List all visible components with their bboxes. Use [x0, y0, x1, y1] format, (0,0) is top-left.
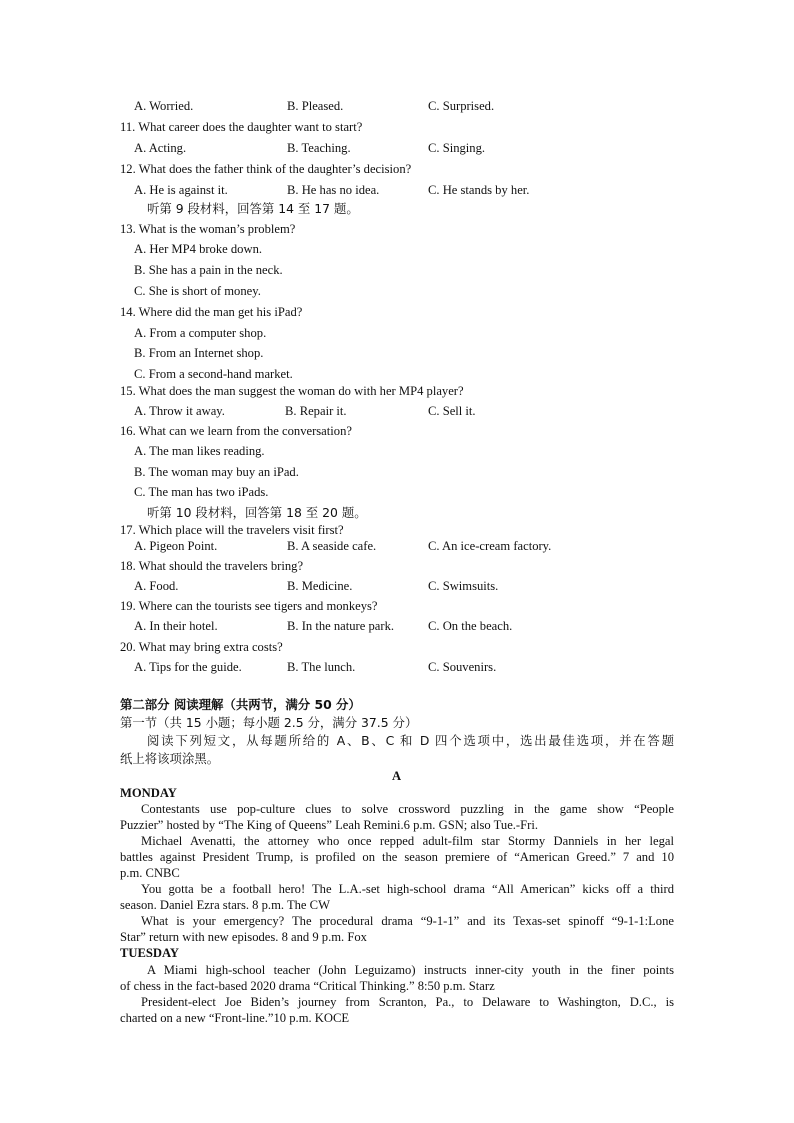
q20-option-a: A. Tips for the guide. [134, 660, 242, 674]
monday-p3-line1: You gotta be a football hero! The L.A.-set high-school drama “All American” kicks off a third [141, 882, 674, 896]
tuesday-p2-line1: President-elect Joe Biden’s journey from Scranton, Pa., to Delaware to Washington, D.C., is [141, 995, 674, 1009]
q10-option-a: A. Worried. [134, 99, 194, 113]
q16-option-c: C. The man has two iPads. [134, 485, 269, 499]
q11-option-c: C. Singing. [428, 141, 486, 155]
monday-p1-line2: Puzzier” hosted by “The King of Queens” Leah Remini.6 p.m. GSN; also Tue.-Fri. [120, 818, 538, 832]
reading-instruction-line1: 阅读下列短文，从每题所给的 A、B、C 和 D 四个选项中，选出最佳选项，并在答题 [147, 733, 674, 748]
q10-option-c: C. Surprised. [428, 99, 495, 113]
q14-option-a: A. From a computer shop. [134, 326, 267, 340]
q11-question: 11. What career does the daughter want to start? [120, 120, 363, 134]
q20-question: 20. What may bring extra costs? [120, 640, 283, 654]
q18-question: 18. What should the travelers bring? [120, 559, 304, 573]
tuesday-heading: TUESDAY [120, 946, 180, 960]
q16-question: 16. What can we learn from the conversation? [120, 424, 352, 438]
q19-option-b: B. In the nature park. [287, 619, 395, 633]
q18-option-c: C. Swimsuits. [428, 579, 499, 593]
q20-option-b: B. The lunch. [287, 660, 356, 674]
passage-letter: A [392, 769, 402, 783]
q16-option-b: B. The woman may buy an iPad. [134, 465, 299, 479]
monday-heading: MONDAY [120, 786, 177, 800]
section-10-instruction: 听第 10 段材料，回答第 18 至 20 题。 [147, 505, 367, 520]
q16-option-a: A. The man likes reading. [134, 444, 265, 458]
tuesday-p1-line2: of chess in the fact-based 2020 drama “Critical Thinking.” 8:50 p.m. Starz [120, 979, 495, 993]
q14-option-b: B. From an Internet shop. [134, 346, 264, 360]
q15-option-c: C. Sell it. [428, 404, 476, 418]
q12-question: 12. What does the father think of the daughter’s decision? [120, 162, 412, 176]
monday-p3-line2: season. Daniel Ezra stars. 8 p.m. The CW [120, 898, 330, 912]
section-9-instruction: 听第 9 段材料，回答第 14 至 17 题。 [147, 201, 359, 216]
reading-section-title: 第一节（共 15 小题；每小题 2.5 分，满分 37.5 分） [120, 715, 418, 730]
q17-option-b: B. A seaside cafe. [287, 539, 377, 553]
q19-question: 19. Where can the tourists see tigers and monkeys? [120, 599, 378, 613]
tuesday-p1-line1: A Miami high-school teacher (John Leguizamo) instructs inner-city youth in the finer points [147, 963, 674, 977]
monday-p2-line3: p.m. CNBC [120, 866, 180, 880]
q15-option-a: A. Throw it away. [134, 404, 225, 418]
q13-question: 13. What is the woman’s problem? [120, 222, 296, 236]
q18-option-a: A. Food. [134, 579, 179, 593]
tuesday-p2-line2: charted on a new “Front-line.”10 p.m. KOCE [120, 1011, 350, 1025]
q12-option-c: C. He stands by her. [428, 183, 530, 197]
q14-question: 14. Where did the man get his iPad? [120, 305, 303, 319]
q12-option-a: A. He is against it. [134, 183, 228, 197]
q15-question: 15. What does the man suggest the woman do with her MP4 player? [120, 384, 464, 398]
q10-option-b: B. Pleased. [287, 99, 344, 113]
monday-p2-line1: Michael Avenatti, the attorney who once repped adult-film star Stormy Danniels in her legal [141, 834, 674, 848]
reading-instruction-line2: 纸上将该项涂黑。 [120, 751, 220, 766]
q12-option-b: B. He has no idea. [287, 183, 380, 197]
monday-p2-line2: battles against President Trump, is profiled on the season premiere of “American Greed.” 7 and 10 [120, 850, 674, 864]
q18-option-b: B. Medicine. [287, 579, 353, 593]
q19-option-c: C. On the beach. [428, 619, 513, 633]
q13-option-c: C. She is short of money. [134, 284, 261, 298]
monday-p4-line2: Star” return with new episodes. 8 and 9 p.m. Fox [120, 930, 367, 944]
q20-option-c: C. Souvenirs. [428, 660, 497, 674]
q14-option-c: C. From a second-hand market. [134, 367, 293, 381]
q11-option-a: A. Acting. [134, 141, 187, 155]
q19-option-a: A. In their hotel. [134, 619, 218, 633]
reading-part-title: 第二部分 阅读理解（共两节，满分 50 分） [120, 697, 361, 712]
q17-option-c: C. An ice-cream factory. [428, 539, 552, 553]
monday-p1-line1: Contestants use pop-culture clues to solve crossword puzzling in the game show “People [141, 802, 674, 816]
q13-option-a: A. Her MP4 broke down. [134, 242, 263, 256]
q11-option-b: B. Teaching. [287, 141, 351, 155]
q17-question: 17. Which place will the travelers visit first? [120, 523, 344, 537]
q17-option-a: A. Pigeon Point. [134, 539, 218, 553]
q13-option-b: B. She has a pain in the neck. [134, 263, 283, 277]
monday-p4-line1: What is your emergency? The procedural drama “9-1-1” and its Texas-set spinoff “9-1-1:Lone [141, 914, 674, 928]
q15-option-b: B. Repair it. [285, 404, 347, 418]
